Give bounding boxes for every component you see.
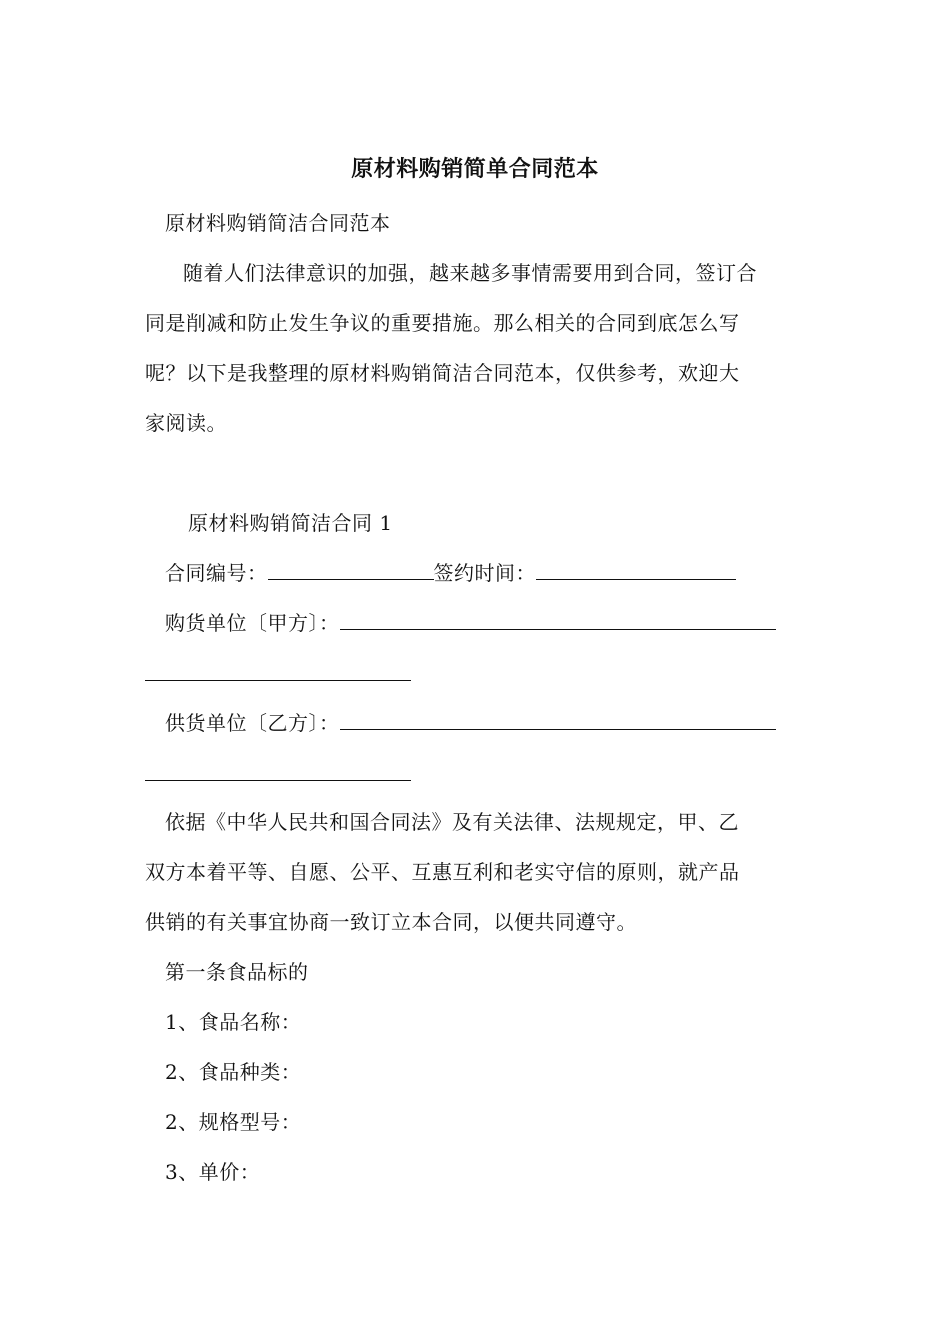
document-title: 原材料购销简单合同范本 [351,157,599,182]
sign-time-label: 签约时间： [433,561,536,585]
article-1-heading: 第一条食品标的 [165,960,309,984]
buyer-row [165,607,776,638]
supplier-label: 供货单位〔乙方〕： [165,711,340,735]
contract-number-blank [268,557,434,580]
contract-heading: 原材料购销简洁合同 1 [188,511,393,535]
item-product-type: 2、食品种类： [165,1060,302,1084]
contract-number-label: 合同编号： [165,561,268,585]
basis-line-1: 依据《中华人民共和国合同法》及有关法律、法规规定，甲、乙 [165,810,739,834]
item-product-name: 1、食品名称： [165,1010,302,1034]
document-subtitle: 原材料购销简洁合同范本 [165,211,391,235]
item-unit-price: 3、单价： [165,1160,261,1184]
basis-line-3: 供销的有关事宜协商一致订立本合同，以便共同遵守。 [145,910,637,934]
basis-line-2: 双方本着平等、自愿、公平、互惠互利和老实守信的原则，就产品 [145,860,740,884]
supplier-blank [340,707,776,730]
contract-number-row [165,557,736,588]
intro-line-1: 随着人们法律意识的加强，越来越多事情需要用到合同，签订合 [183,261,757,285]
sign-time-blank [536,557,736,580]
buyer-label: 购货单位〔甲方〕： [165,611,340,635]
buyer-blank-continued [145,680,411,681]
intro-line-4: 家阅读。 [145,411,227,435]
buyer-blank [340,607,776,630]
supplier-blank-continued [145,780,411,781]
item-spec-model: 2、规格型号： [165,1110,302,1134]
intro-line-2: 同是削减和防止发生争议的重要措施。那么相关的合同到底怎么写 [145,311,740,335]
supplier-row [165,707,776,738]
intro-line-3: 呢？以下是我整理的原材料购销简洁合同范本，仅供参考，欢迎大 [145,361,740,385]
